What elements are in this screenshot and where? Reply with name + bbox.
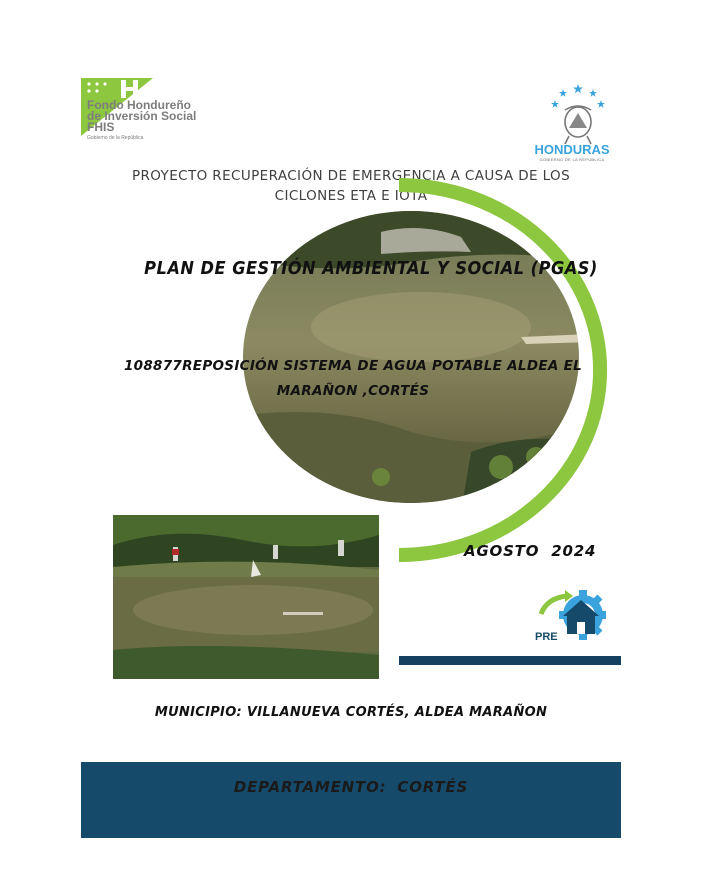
- project-line2: CICLONES ETA E IOTA: [274, 188, 428, 204]
- pre-logo-icon: [533, 584, 607, 646]
- river-photo-small: [113, 515, 379, 679]
- departamento-label: DEPARTAMENTO: CORTÉS: [233, 778, 469, 796]
- honduras-name: HONDURAS: [534, 142, 610, 157]
- subtitle-line1: 108877REPOSICIÓN SISTEMA DE AGUA POTABLE ALDEA EL: [123, 358, 583, 374]
- document-date: AGOSTO 2024: [464, 542, 597, 560]
- honduras-subtitle: GOBIERNO DE LA REPÚBLICA: [539, 157, 605, 162]
- fhis-line3: FHIS: [87, 120, 115, 134]
- pre-divider-bar: [399, 656, 621, 665]
- subtitle-line2: MARAÑON ,CORTÉS: [276, 383, 430, 399]
- cover-page: [81, 72, 621, 838]
- pre-logo-label: PRE: [535, 631, 558, 643]
- fhis-tagline: Gobierno de la República: [87, 135, 144, 141]
- departamento-banner: [81, 762, 621, 838]
- document-subtitle: [103, 354, 603, 404]
- municipio-label: MUNICIPIO: VILLANUEVA CORTÉS, ALDEA MARAÑON: [154, 705, 548, 720]
- project-line1: PROYECTO RECUPERACIÓN DE EMERGENCIA A CAUSA DE LOS: [131, 168, 571, 184]
- fhis-line1: Fondo Hondureño: [87, 98, 191, 112]
- river-photo-ellipse: [81, 72, 621, 838]
- fhis-line2: de Inversión Social: [87, 109, 197, 123]
- document-title: PLAN DE GESTIÓN AMBIENTAL Y SOCIAL (PGAS): [144, 258, 598, 279]
